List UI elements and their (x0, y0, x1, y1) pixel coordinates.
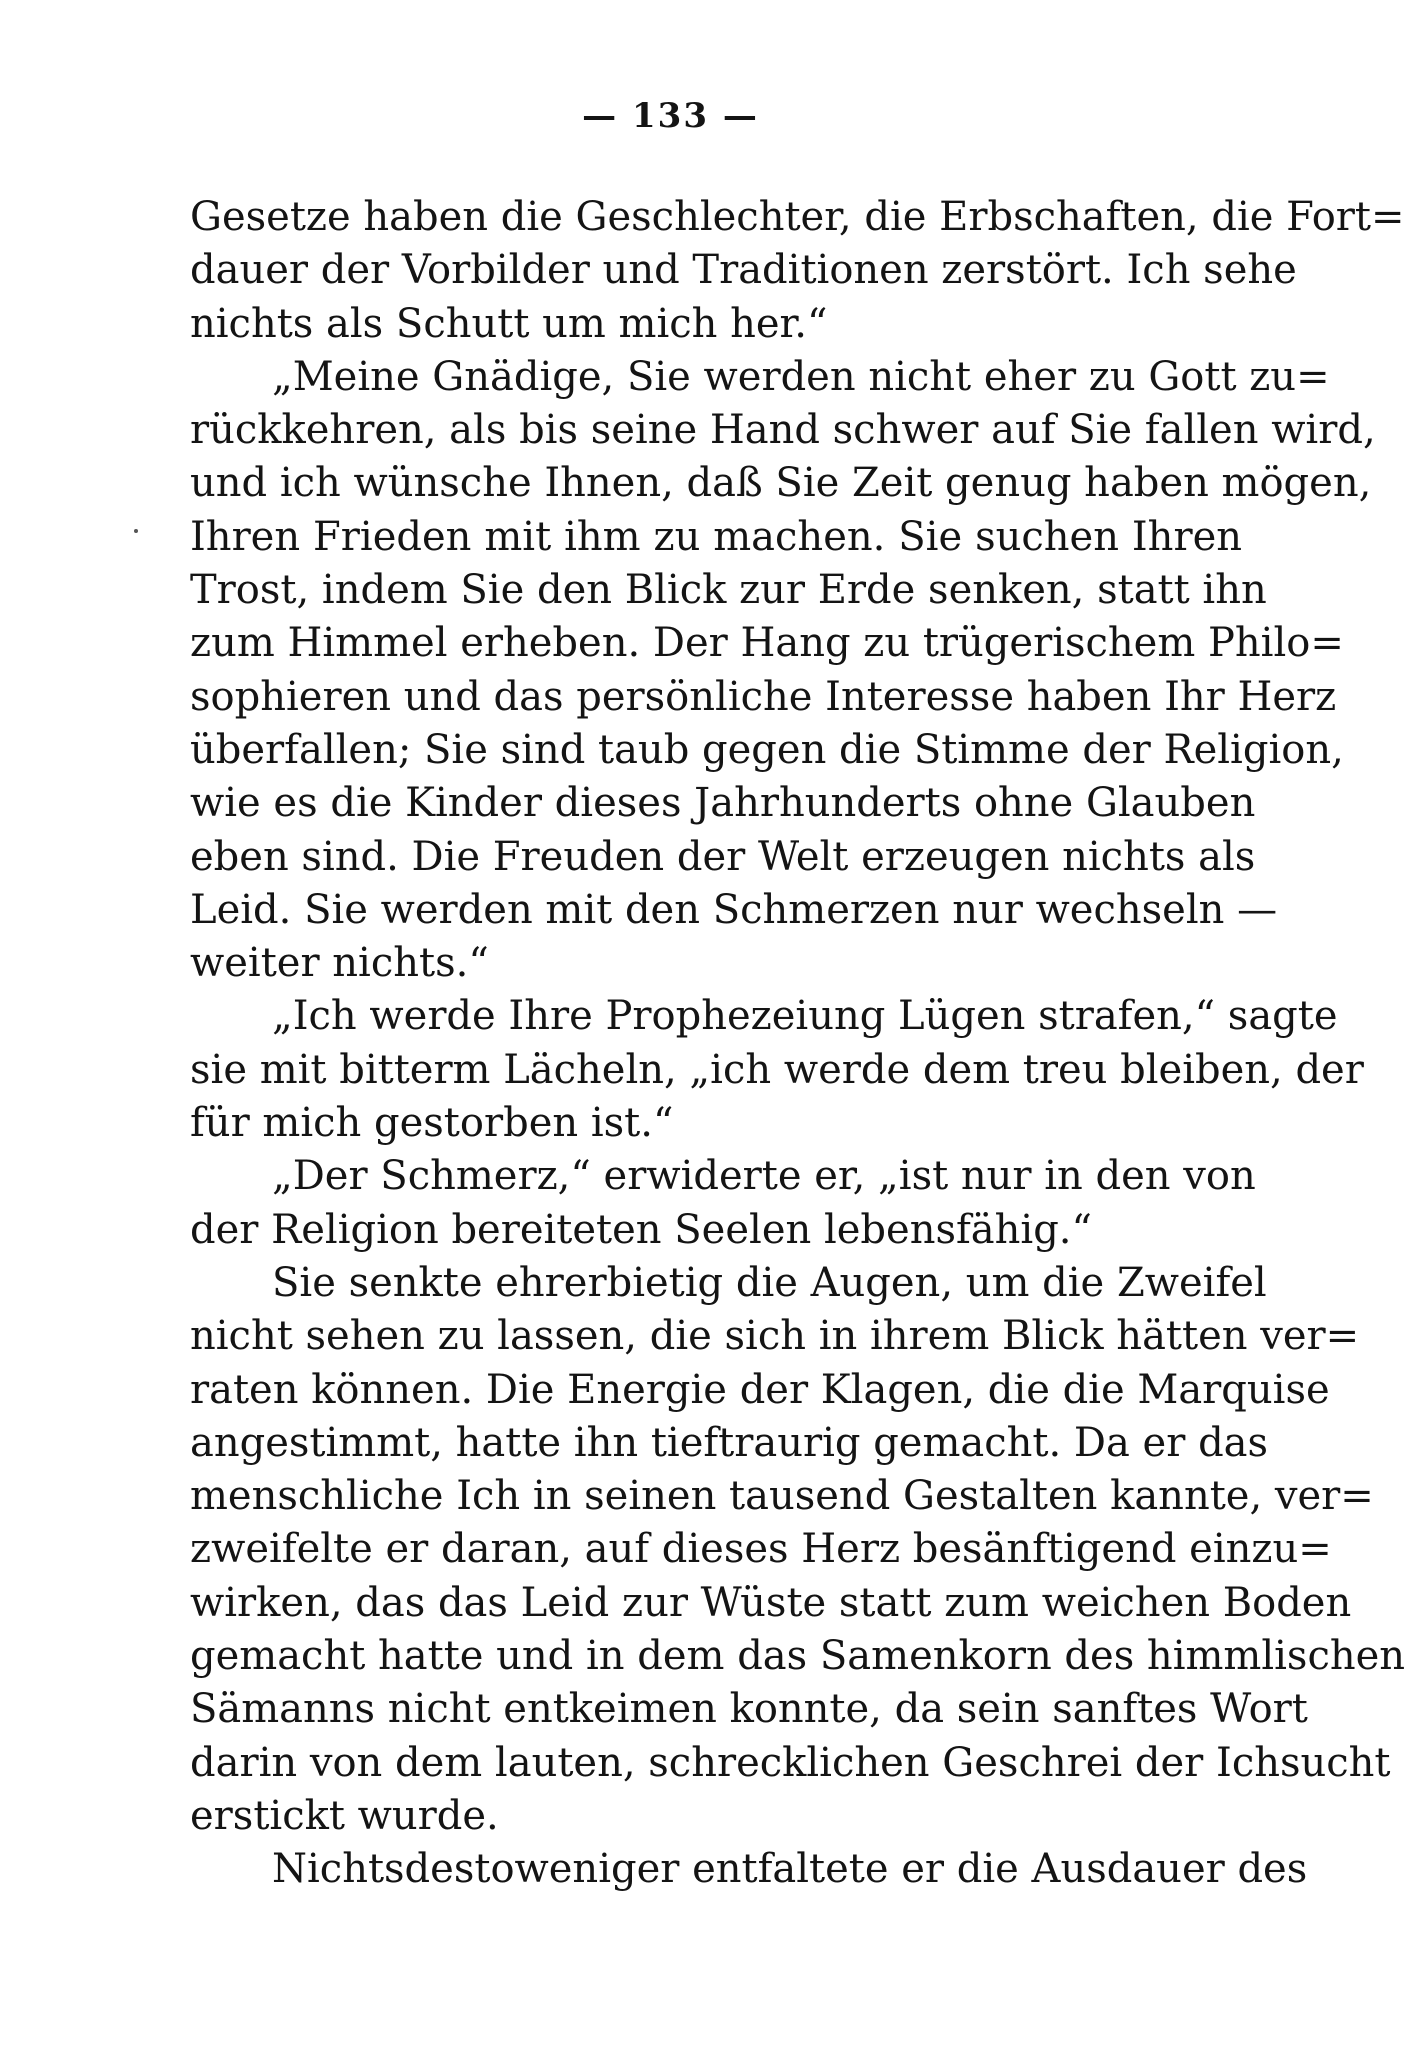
text-line: Sie senkte ehrerbietig die Augen, um die Zweifel (272, 1259, 1267, 1306)
text-line: überfallen; Sie sind taub gegen die Stimme der Religion, (190, 726, 1344, 773)
text-line: wie es die Kinder dieses Jahrhunderts ohne Glauben (190, 780, 1256, 827)
text-line: nichts als Schutt um mich her.“ (190, 300, 828, 347)
text-line: der Religion bereiteten Seelen lebensfähig.“ (190, 1206, 1092, 1253)
text-line: Nichtsdestoweniger entfaltete er die Ausdauer des (272, 1846, 1308, 1893)
text-line: Leid. Sie werden mit den Schmerzen nur wechseln — (190, 886, 1278, 933)
text-line: sophieren und das persönliche Interesse haben Ihr Herz (190, 673, 1337, 720)
text-line: Sämanns nicht entkeimen konnte, da sein sanftes Wort (190, 1686, 1308, 1733)
text-line: nicht sehen zu lassen, die sich in ihrem Blick hätten ver= (190, 1313, 1360, 1360)
text-line: „Meine Gnädige, Sie werden nicht eher zu Gott zu= (272, 353, 1330, 400)
text-line: zweifelte er daran, auf dieses Herz besänftigend einzu= (190, 1526, 1332, 1573)
text-line: weiter nichts.“ (190, 940, 489, 987)
text-line: gemacht hatte und in dem das Samenkorn des himmlischen (190, 1633, 1405, 1680)
text-line: eben sind. Die Freuden der Welt erzeugen nichts als (190, 833, 1256, 880)
text-line: „Der Schmerz,“ erwiderte er, „ist nur in den von (272, 1153, 1256, 1200)
body-text (190, 191, 1405, 1897)
page-number: — 133 — (582, 96, 759, 136)
text-line: erstickt wurde. (190, 1792, 499, 1839)
text-line: darin von dem lauten, schrecklichen Geschrei der Ichsucht (190, 1739, 1391, 1786)
text-line: sie mit bitterm Lächeln, „ich werde dem treu bleiben, der (190, 1046, 1364, 1093)
text-line: wirken, das das Leid zur Wüste statt zum weichen Boden (190, 1579, 1352, 1626)
text-line: und ich wünsche Ihnen, daß Sie Zeit genug haben mögen, (190, 460, 1372, 507)
text-line: Ihren Frieden mit ihm zu machen. Sie suchen Ihren (190, 513, 1242, 560)
text-line: Gesetze haben die Geschlechter, die Erbschaften, die Fort= (190, 194, 1405, 240)
text-line: Trost, indem Sie den Blick zur Erde senken, statt ihn (190, 567, 1267, 614)
text-line: „Ich werde Ihre Prophezeiung Lügen strafen,“ sagte (272, 993, 1338, 1040)
text-line: dauer der Vorbilder und Traditionen zerstört. Ich sehe (190, 247, 1297, 294)
text-line: raten können. Die Energie der Klagen, die die Marquise (190, 1366, 1330, 1413)
text-line: für mich gestorben ist.“ (190, 1100, 674, 1147)
margin-speck (134, 529, 138, 533)
text-line: angestimmt, hatte ihn tieftraurig gemacht. Da er das (190, 1419, 1269, 1466)
text-line: zum Himmel erheben. Der Hang zu trügerischem Philo= (190, 620, 1344, 667)
text-line: menschliche Ich in seinen tausend Gestalten kannte, ver= (190, 1473, 1374, 1520)
text-line: rückkehren, als bis seine Hand schwer auf Sie fallen wird, (190, 407, 1376, 454)
